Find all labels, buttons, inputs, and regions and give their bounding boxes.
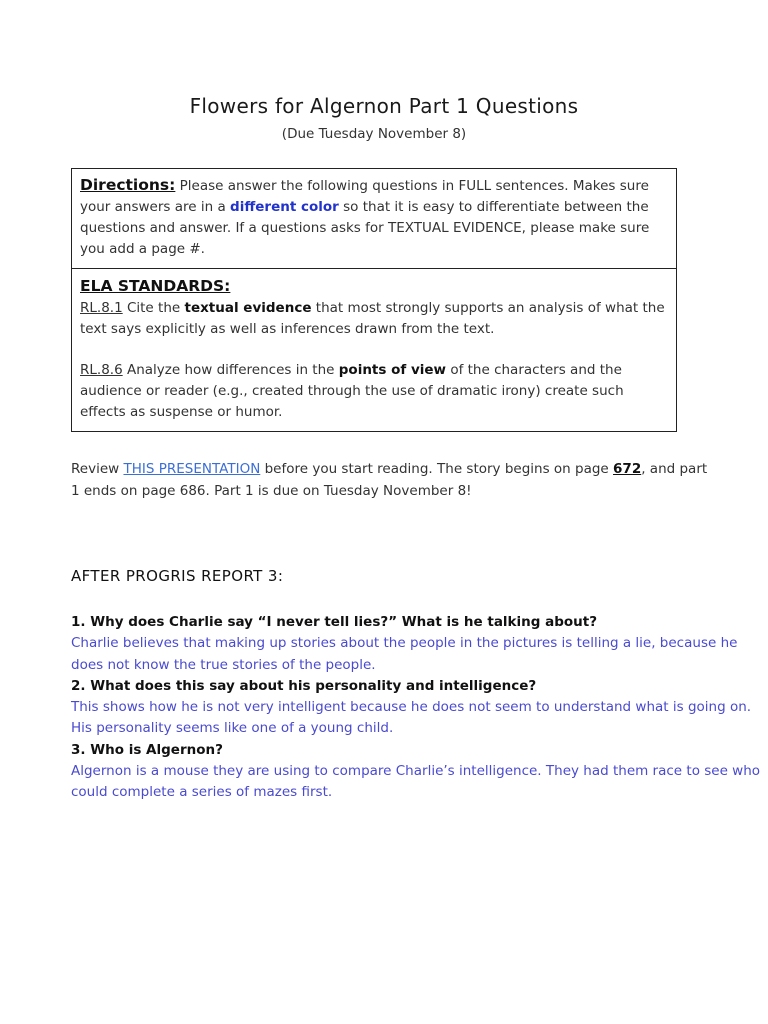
answer-text: Algernon is a mouse they are using to compare Charlie’s intelligence. They had them race to see who could complete a series of mazes first. xyxy=(71,763,761,801)
standard-item xyxy=(80,360,668,423)
standard-code: RL.8.1 xyxy=(80,300,123,316)
directions-text-2: so that it is easy to differentiate between the questions and answer. If a questions asks for TEXTUAL EVIDENCE, please make sure you add a page #. xyxy=(80,199,650,257)
review-middle: before you start reading. The story begins on page xyxy=(260,461,614,477)
standard-text-2: of the characters and the audience or reader (e.g., created through the use of dramatic irony) create such effects as suspense or humor. xyxy=(80,362,624,420)
standards-heading: ELA STANDARDS: xyxy=(80,277,231,295)
standard-item xyxy=(80,298,668,340)
review-suffix: , and part 1 ends on page 686. Part 1 is due on Tuesday November 8! xyxy=(71,461,708,499)
standard-emphasis: textual evidence xyxy=(184,300,312,316)
question-text: 3. Who is Algernon? xyxy=(71,741,223,758)
standard-text-1: Cite the xyxy=(122,300,185,316)
review-prefix: Review xyxy=(71,461,124,477)
section-heading: AFTER PROGRIS REPORT 3: xyxy=(71,567,284,585)
document-title: Flowers for Algernon Part 1 Questions xyxy=(189,94,579,118)
review-paragraph xyxy=(71,458,711,502)
question-text: 1. Why does Charlie say “I never tell lies?” What is he talking about? xyxy=(71,614,598,630)
question-list xyxy=(71,612,761,804)
directions-text-1: Please answer the following questions in FULL sentences. Makes sure your answers are in a xyxy=(80,178,649,215)
presentation-link[interactable]: THIS PRESENTATION xyxy=(123,461,261,477)
directions-heading: Directions: xyxy=(80,176,176,194)
answer-text: This shows how he is not very intelligent because he does not seem to understand what is going on. His personality seems like one of a young child. xyxy=(71,699,752,737)
standards-section xyxy=(72,268,676,431)
standard-text-1: Analyze how differences in the xyxy=(122,362,339,378)
answer-text: Charlie believes that making up stories about the people in the pictures is telling a lie, because he does not know the true stories of the people. xyxy=(71,635,738,673)
start-page-number: 672 xyxy=(613,461,642,477)
directions-section xyxy=(72,169,676,268)
due-date: (Due Tuesday November 8) xyxy=(281,126,467,142)
standard-text-2: that most strongly supports an analysis of what the text says explicitly as well as inferences drawn from the text. xyxy=(80,300,665,337)
instructions-box xyxy=(71,168,677,432)
directions-emphasis: different color xyxy=(230,199,339,215)
standard-emphasis: points of view xyxy=(338,362,447,378)
standard-code: RL.8.6 xyxy=(80,362,123,378)
question-text: 2. What does this say about his personality and intelligence? xyxy=(71,677,537,694)
